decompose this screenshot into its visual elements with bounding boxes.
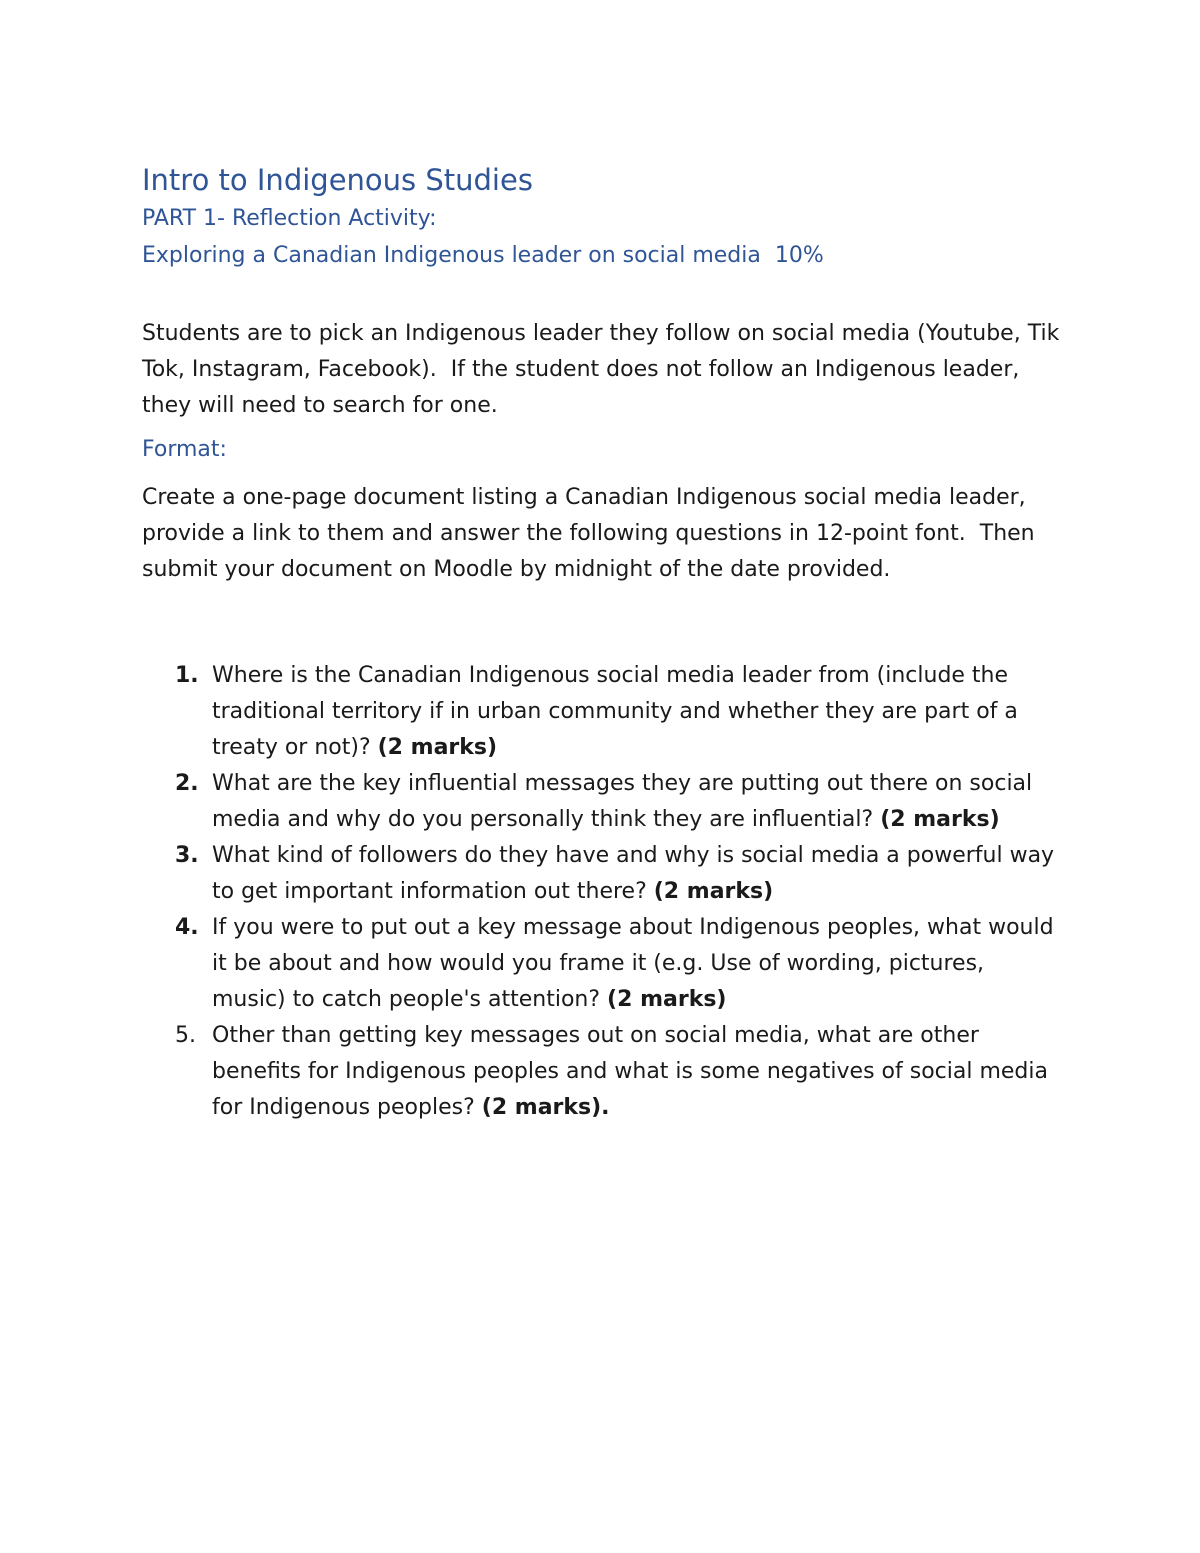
question-number: 2. — [175, 771, 199, 796]
question-marks: (2 marks) — [880, 807, 1000, 832]
question-number: 4. — [175, 915, 199, 940]
question-text: Where is the Canadian Indigenous social media leader from (include the traditional territory if in urban community and whether they are part of a treaty or not)? — [212, 663, 1018, 760]
question-number: 5. — [175, 1023, 196, 1048]
document-title: Intro to Indigenous Studies — [142, 163, 533, 197]
question-text: What kind of followers do they have and why is social media a powerful way to get important information out there? — [212, 843, 1055, 904]
question-marks: (2 marks) — [377, 735, 498, 760]
question-text: Other than getting key messages out on social media, what are other benefits for Indigenous peoples and what is some negatives of social media for Indigenous peoples? — [212, 1023, 1048, 1120]
list-item — [142, 838, 1062, 910]
activity-subtitle: Exploring a Canadian Indigenous leader on social media 10% — [142, 243, 824, 268]
question-text: What are the key influential messages they are putting out there on social media and why do you personally think they are influential? — [212, 771, 1033, 832]
format-heading: Format: — [142, 437, 227, 462]
question-number: 3. — [175, 843, 199, 868]
list-item — [142, 766, 1062, 838]
question-marks: (2 marks). — [481, 1095, 610, 1120]
list-item — [142, 658, 1062, 766]
questions-list — [142, 658, 1062, 1126]
list-item — [142, 1018, 1062, 1126]
format-instructions: Create a one-page document listing a Canadian Indigenous social media leader, provide a link to them and answer the following questions in 12-point font. Then submit your document on Moodle by midnight of the date provided. — [142, 485, 1042, 582]
list-item — [142, 910, 1062, 1018]
document-content — [142, 160, 1067, 1126]
part-heading: PART 1- Reflection Activity: — [142, 206, 437, 231]
question-marks: (2 marks) — [653, 879, 774, 904]
question-text: If you were to put out a key message about Indigenous peoples, what would it be about and how would you frame it (e.g. Use of wording, pictures, music) to catch people's attention? — [212, 915, 1054, 1012]
question-marks: (2 marks) — [607, 987, 727, 1012]
intro-paragraph: Students are to pick an Indigenous leader they follow on social media (Youtube, Tik Tok, Instagram, Facebook). If the student does not follow an Indigenous leader, they will need to search for one. — [142, 321, 1067, 418]
question-number: 1. — [175, 663, 199, 688]
